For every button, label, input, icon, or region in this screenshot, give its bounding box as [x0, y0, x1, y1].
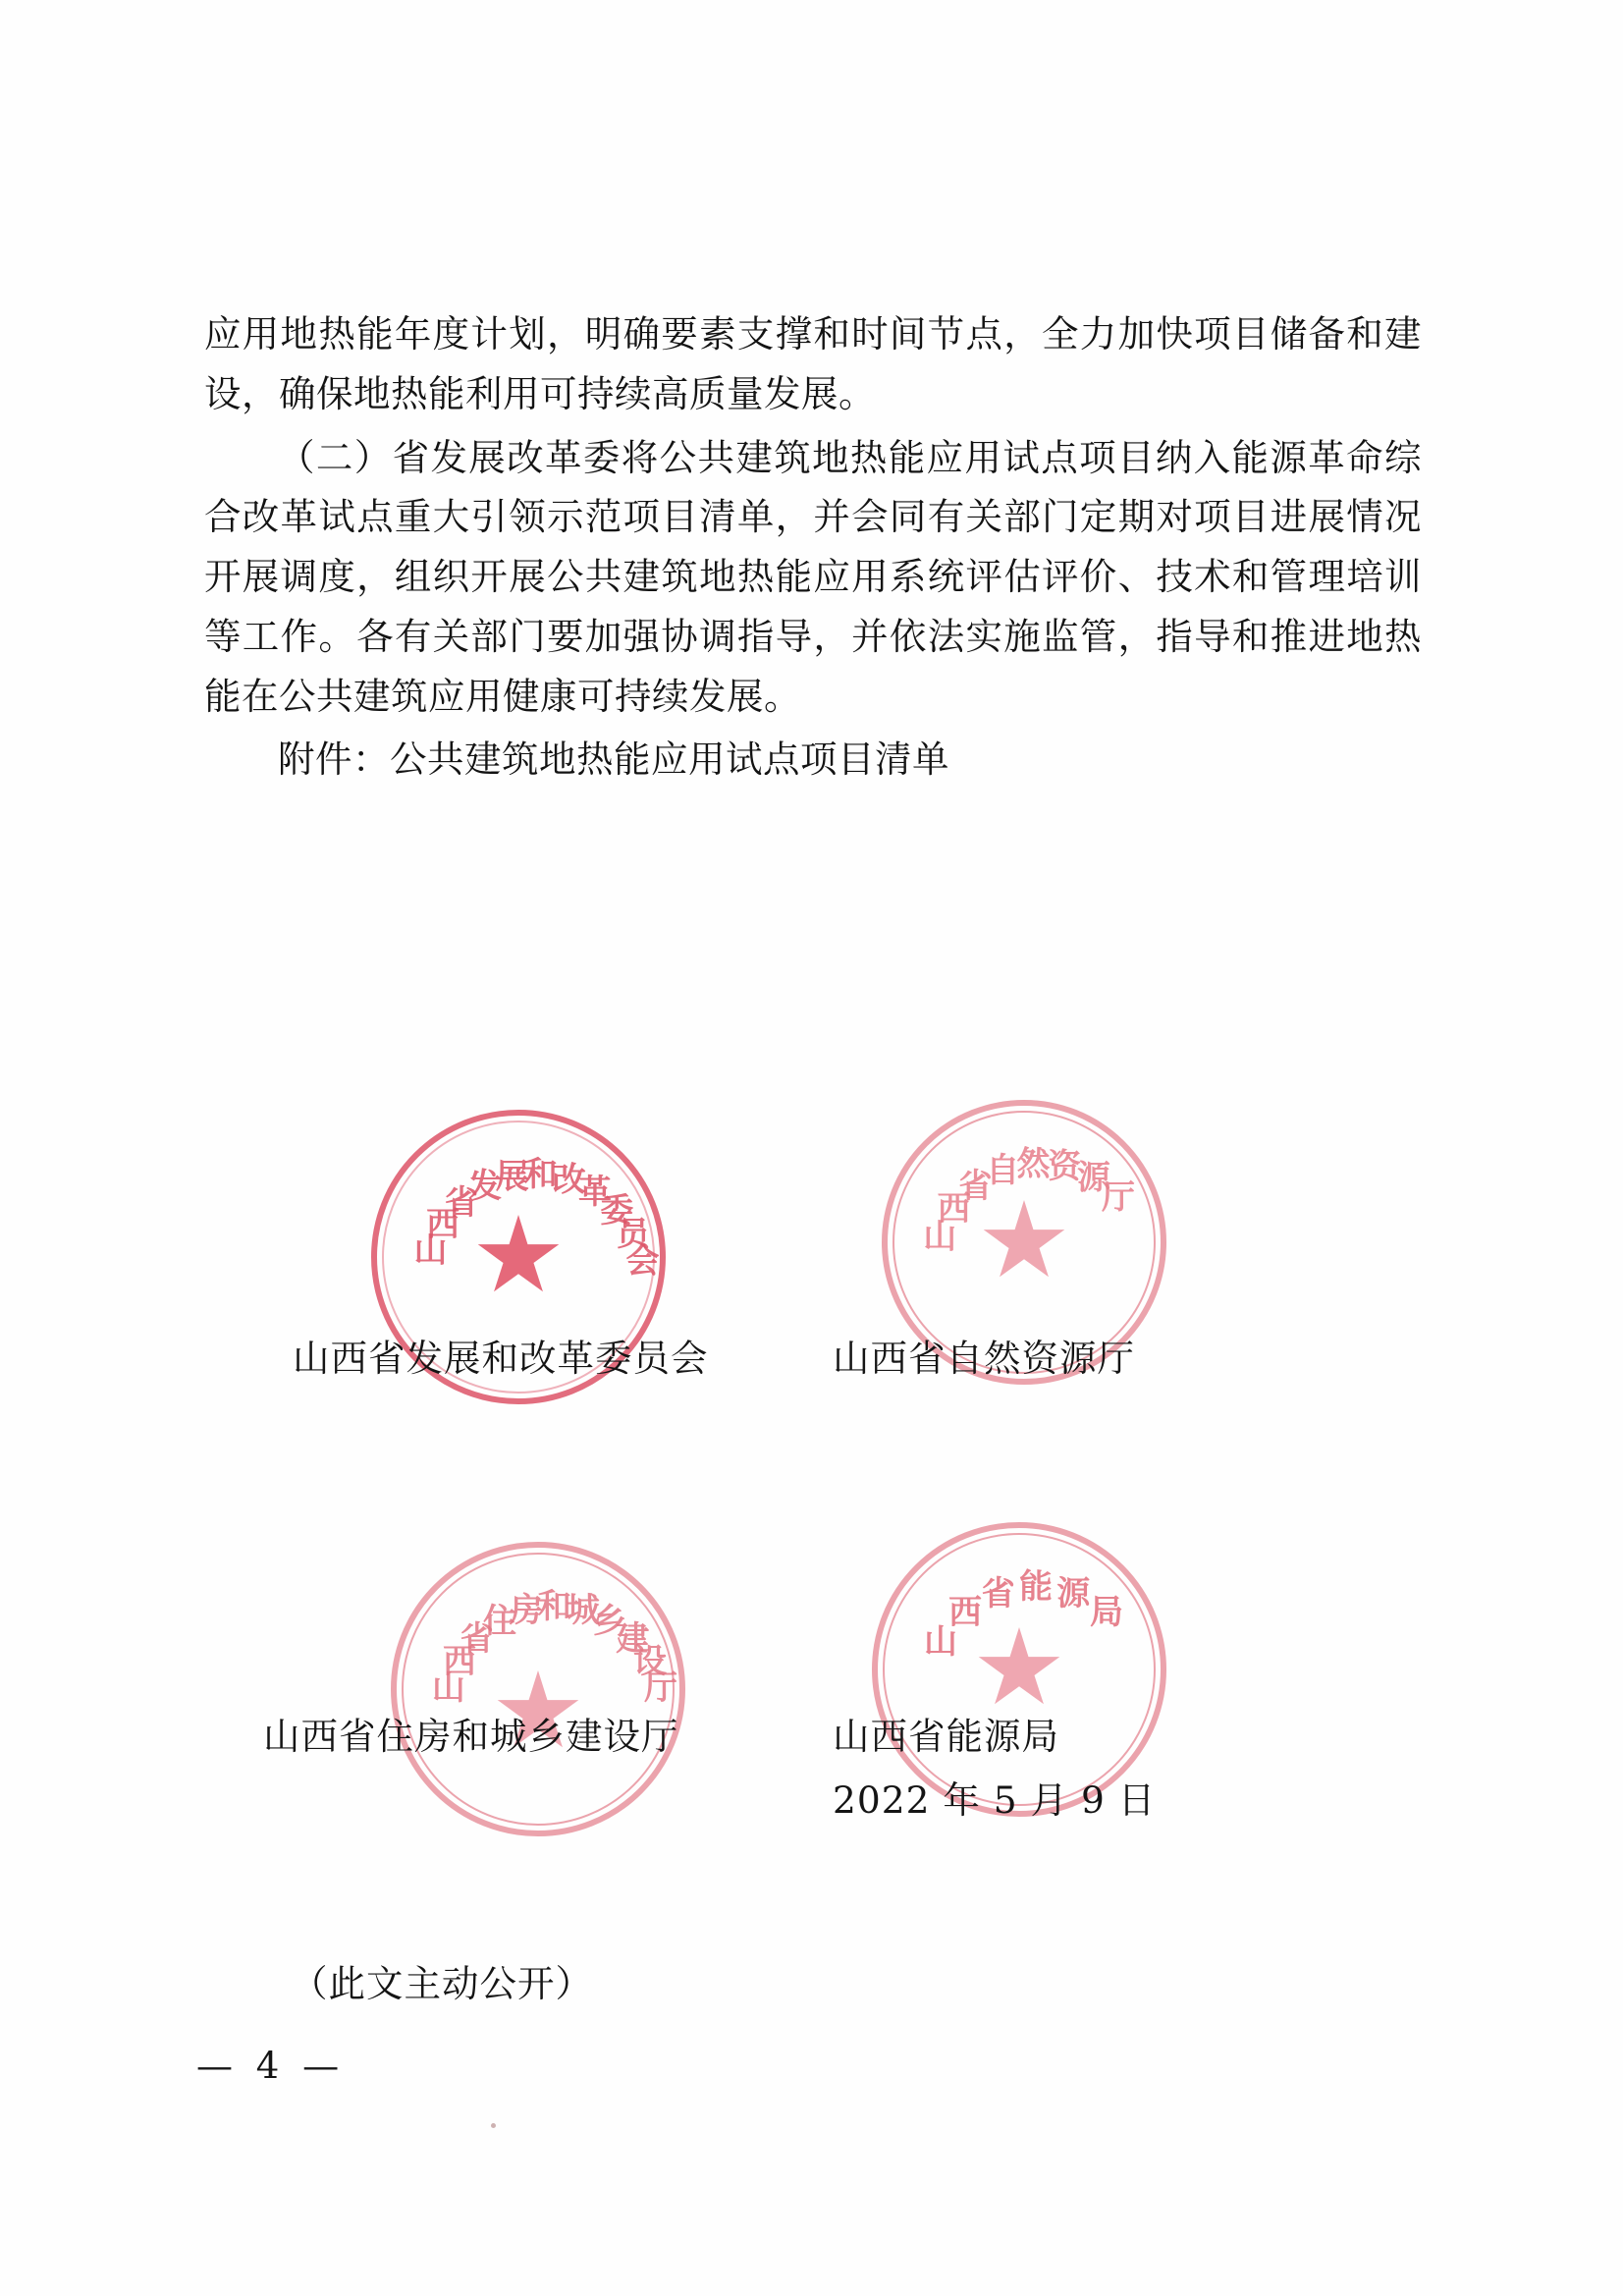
official-seal-housing [391, 1542, 685, 1836]
signature-name-ndrc: 山西省发展和改革委员会 [293, 1337, 709, 1380]
signature-date: 2022 年 5 月 9 日 [833, 1778, 1157, 1822]
signature-name-natural-resources: 山西省自然资源厅 [833, 1337, 1135, 1380]
signature-block [204, 1110, 1422, 1925]
attachment-line: 附件：公共建筑地热能应用试点项目清单 [278, 738, 949, 782]
public-disclosure-note: （此文主动公开） [291, 1962, 593, 2005]
seal-arc-text: 山 西 省 能 源 局 [924, 1567, 1123, 1662]
document-body [204, 304, 1422, 793]
paragraph-continuation: 应用地热能年度计划，明确要素支撑和时间节点，全力加快项目储备和建设，确保地热能利用可持续高质量发展。 [204, 312, 1422, 415]
paragraph-section-two: （二）省发展改革委将公共建筑地热能应用试点项目纳入能源革命综合改革试点重大引领示范项目清单，并会同有关部门定期对项目进展情况开展调度，组织开展公共建筑地热能应用系统评估评价、技术和管理培训等工作。各有关部门要加强协调指导，并依法实施监管，指导和推进地热能在公共建筑应用健康可持续发展。 [204, 435, 1422, 718]
page-number: — 4 — [196, 2045, 346, 2087]
signature-cell-housing [263, 1522, 813, 1895]
scan-speck [491, 2123, 496, 2128]
seal-arc-text: 山 西 省 住 房 和 城 乡 建 设 厅 [431, 1587, 678, 1709]
signature-cell-ndrc [293, 1110, 842, 1483]
seal-arc-text: 山 西 省 发 展 和 改 革 委 员 会 [413, 1155, 660, 1282]
signature-cell-energy [833, 1522, 1392, 1895]
signature-name-energy: 山西省能源局 [833, 1715, 1059, 1758]
signature-name-housing: 山西省住房和城乡建设厅 [263, 1715, 679, 1758]
seal-arc-text: 山 西 省 自 然 资 源 厅 [923, 1144, 1135, 1257]
signature-cell-natural-resources [833, 1110, 1392, 1483]
